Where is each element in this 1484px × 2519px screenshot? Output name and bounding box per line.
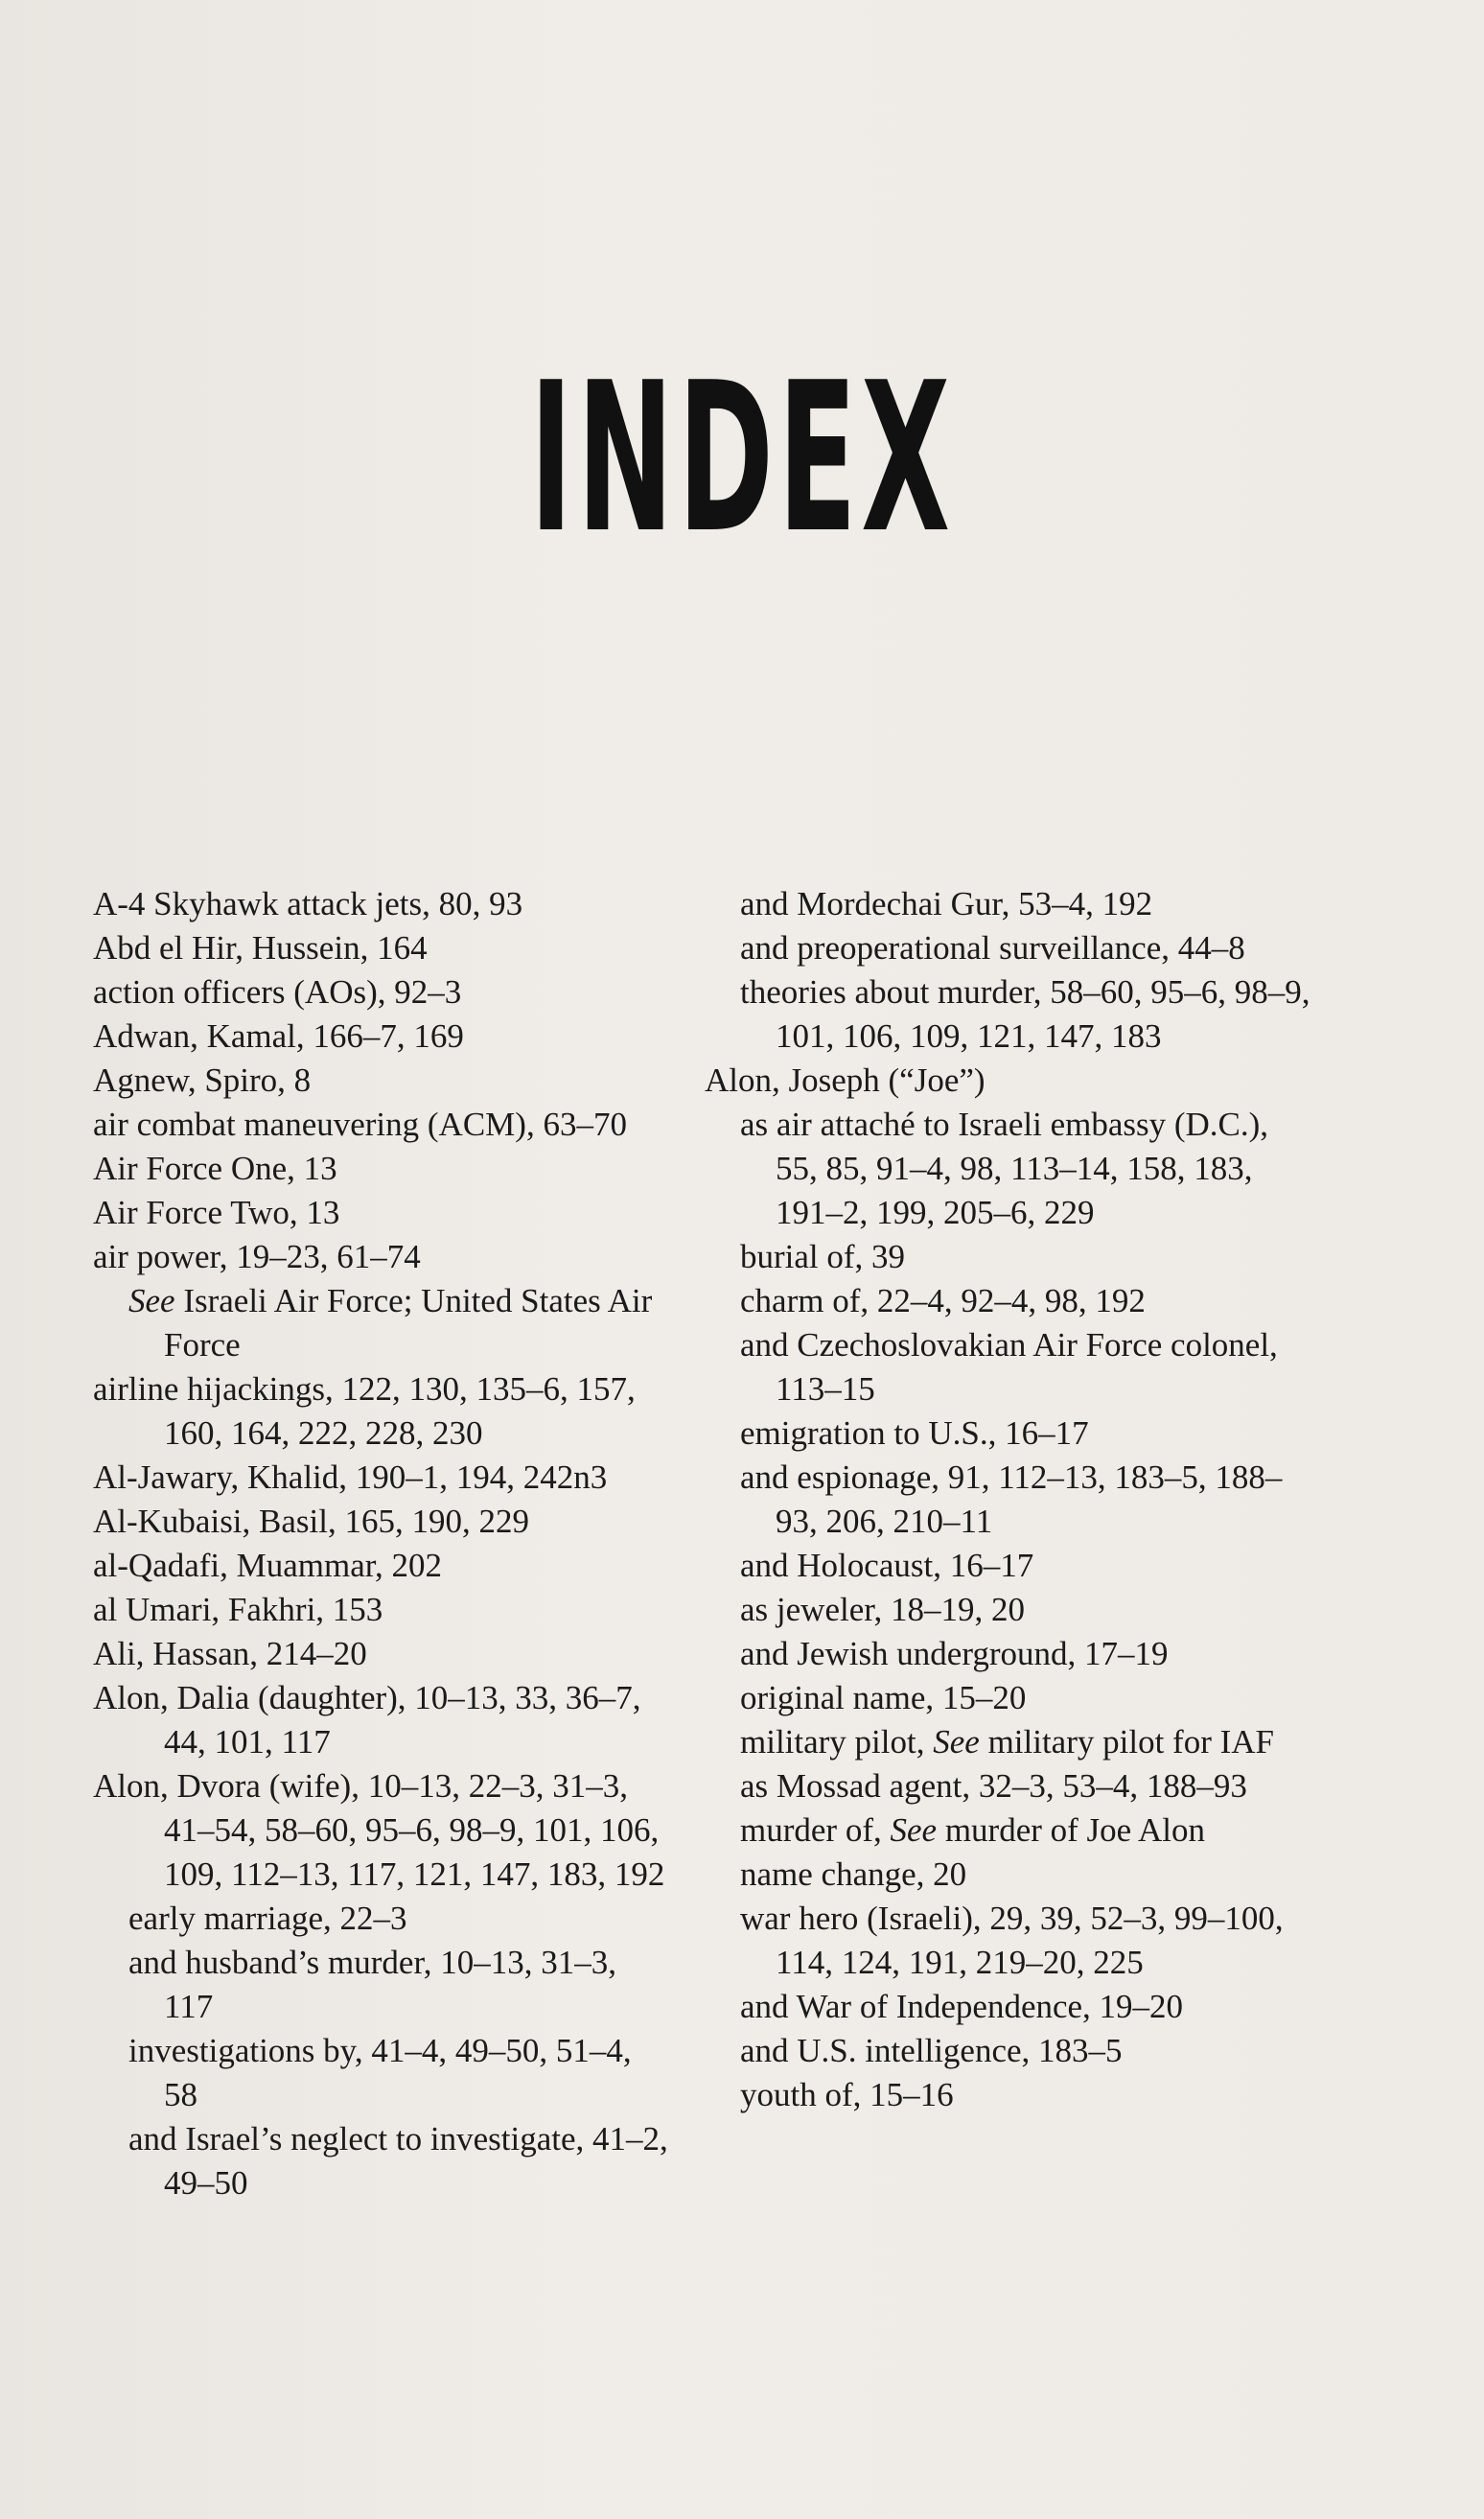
index-entry [93,1015,668,1059]
entry-text: burial of, 39 [740,1238,906,1275]
entry-text: air power, 19–23, 61–74 [93,1238,421,1275]
index-subentry [705,1456,1318,1544]
entry-text: early marriage, 22–3 [128,1900,407,1937]
index-subentry [705,1720,1318,1764]
see-reference: See [128,1282,175,1319]
index-entry [93,882,668,926]
index-entry [93,1544,668,1588]
index-subentry [705,970,1318,1059]
entry-text: as jeweler, 18–19, 20 [740,1591,1025,1628]
index-subentry [93,1941,668,2029]
index-entry [93,1235,668,1279]
index-entry [705,1059,1318,1103]
entry-text: and Czechoslovakian Air Force colonel, 113–15 [740,1326,1278,1408]
entry-text: and preoperational surveillance, 44–8 [740,929,1245,967]
entry-text: name change, 20 [740,1855,967,1893]
entry-text: air combat maneuvering (ACM), 63–70 [93,1106,627,1143]
entry-text: Ali, Hassan, 214–20 [93,1635,367,1672]
entry-text: Air Force One, 13 [93,1150,337,1187]
entry-text: al-Qadafi, Muammar, 202 [93,1547,443,1584]
index-entry [93,970,668,1015]
entry-text: Alon, Dalia (daughter), 10–13, 33, 36–7, 44, 101, 117 [93,1679,641,1761]
entry-prefix: murder of, [740,1811,891,1849]
entry-text: Al-Jawary, Khalid, 190–1, 194, 242n3 [93,1458,608,1496]
entry-text: murder of Joe Alon [937,1811,1206,1849]
entry-text: original name, 15–20 [740,1679,1027,1716]
index-subentry [705,1544,1318,1588]
entry-text: A-4 Skyhawk attack jets, 80, 93 [93,885,523,922]
see-reference: See [890,1811,938,1849]
index-subentry [705,1897,1318,1985]
entry-text: military pilot for IAF [979,1723,1275,1761]
index-subentry [705,1411,1318,1456]
index-subentry [93,1897,668,1941]
index-subentry [705,1323,1318,1411]
entry-text: emigration to U.S., 16–17 [740,1414,1089,1452]
entry-text: and Holocaust, 16–17 [740,1547,1034,1584]
index-subentry [705,1103,1318,1235]
index-entry [93,1059,668,1103]
index-subentry [705,1985,1318,2029]
entry-text: war hero (Israeli), 29, 39, 52–3, 99–100, 114, 124, 191, 219–20, 225 [740,1900,1284,1981]
entry-text: as air attaché to Israeli embassy (D.C.), 55, 85, 91–4, 98, 113–14, 158, 183, 191–2, 199, 205–6, 229 [740,1106,1269,1231]
index-subentry [93,2117,668,2205]
entry-text: and Jewish underground, 17–19 [740,1635,1169,1672]
page-title: INDEX [529,338,955,578]
index-entry [93,1456,668,1500]
index-subentry [705,1279,1318,1323]
entry-text: charm of, 22–4, 92–4, 98, 192 [740,1282,1146,1319]
entry-text: theories about murder, 58–60, 95–6, 98–9, 101, 106, 109, 121, 147, 183 [740,973,1310,1055]
index-entry [93,1103,668,1147]
entry-text: Israeli Air Force; United States Air Force [164,1282,653,1364]
entry-text: and Mordechai Gur, 53–4, 192 [740,885,1153,922]
index-subentry [705,2073,1318,2117]
index-entry [93,1676,668,1764]
entry-text: al Umari, Fakhri, 153 [93,1591,383,1628]
index-entry [93,1632,668,1676]
index-subentry [705,1764,1318,1808]
entry-text: Alon, Joseph (“Joe”) [705,1061,985,1099]
index-subentry [705,882,1318,926]
entry-text: and Israel’s neglect to investigate, 41–2, 49–50 [128,2120,668,2202]
index-subentry [93,2029,668,2117]
entry-text: as Mossad agent, 32–3, 53–4, 188–93 [740,1767,1247,1805]
entry-text: action officers (AOs), 92–3 [93,973,462,1011]
index-entry [93,1147,668,1191]
index-entry [93,926,668,970]
index-subentry [705,1632,1318,1676]
index-subentry [705,1676,1318,1720]
entry-text: youth of, 15–16 [740,2076,954,2113]
index-subentry [705,1235,1318,1279]
entry-text: Abd el Hir, Hussein, 164 [93,929,428,967]
entry-text: and husband’s murder, 10–13, 31–3, 117 [128,1944,616,2025]
entry-text: airline hijackings, 122, 130, 135–6, 157, 160, 164, 222, 228, 230 [93,1370,636,1452]
entry-text: and espionage, 91, 112–13, 183–5, 188–93, 206, 210–11 [740,1458,1283,1540]
entry-text: Air Force Two, 13 [93,1194,340,1231]
index-subentry [93,1279,668,1367]
entry-text: Alon, Dvora (wife), 10–13, 22–3, 31–3, 41–54, 58–60, 95–6, 98–9, 101, 106, 109, 112–13, 117, 121, 147, 183, 192 [93,1767,665,1893]
index-entry [93,1367,668,1456]
index-column-right [705,882,1318,2117]
entry-text: Al-Kubaisi, Basil, 165, 190, 229 [93,1503,529,1540]
entry-text: and U.S. intelligence, 183–5 [740,2032,1123,2069]
entry-text: Agnew, Spiro, 8 [93,1061,312,1099]
index-entry [93,1588,668,1632]
index-subentry [705,1853,1318,1897]
index-entry [93,1764,668,1897]
entry-text: investigations by, 41–4, 49–50, 51–4, 58 [128,2032,632,2113]
index-subentry [705,926,1318,970]
index-entry [93,1191,668,1235]
entry-text: Adwan, Kamal, 166–7, 169 [93,1017,464,1055]
index-subentry [705,2029,1318,2073]
entry-text: and War of Independence, 19–20 [740,1988,1184,2025]
index-column-left [93,882,668,2205]
index-subentry [705,1808,1318,1853]
entry-prefix: military pilot, [740,1723,934,1761]
index-entry [93,1500,668,1544]
index-subentry [705,1588,1318,1632]
see-reference: See [933,1723,980,1761]
